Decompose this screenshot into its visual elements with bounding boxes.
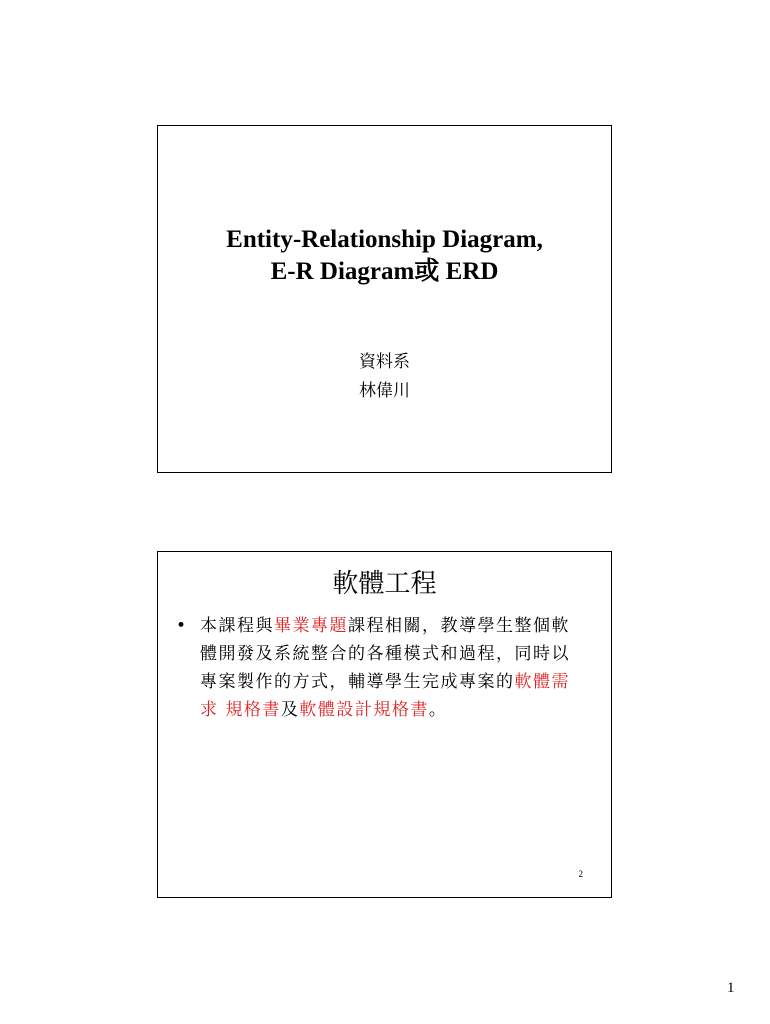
slide-number: 2 — [578, 869, 583, 879]
slide-title — [158, 224, 611, 288]
slide-2 — [157, 551, 612, 898]
text-segment: 及 — [280, 700, 300, 720]
text-segment: 課程相關，教導學生整個軟體開發及系統整合的各種模式和過程，同時以專案製作的方式，輔導學生完成專案的 — [200, 616, 570, 692]
slide-1 — [157, 125, 612, 473]
department: 資料系 — [359, 352, 410, 372]
bullet-icon: • — [176, 616, 187, 636]
bullet-text — [200, 612, 588, 724]
slide-title: 軟體工程 — [332, 569, 437, 599]
author-name: 林偉川 — [359, 381, 410, 401]
text-segment: 。 — [428, 700, 448, 720]
title-line-1: Entity-Relationship Diagram, — [226, 226, 543, 253]
author-block — [158, 348, 611, 406]
title-line-2: E-R Diagram或 ERD — [270, 258, 499, 285]
text-segment: 本課程與 — [200, 616, 274, 636]
highlight-graduation-project: 畢業專題 — [274, 616, 348, 636]
page-number: 1 — [727, 980, 735, 996]
highlight-requirements-spec: 軟體需求 規格書 — [200, 672, 570, 720]
highlight-design-spec: 軟體設計規格書 — [299, 700, 429, 720]
bullet-item — [176, 612, 588, 724]
